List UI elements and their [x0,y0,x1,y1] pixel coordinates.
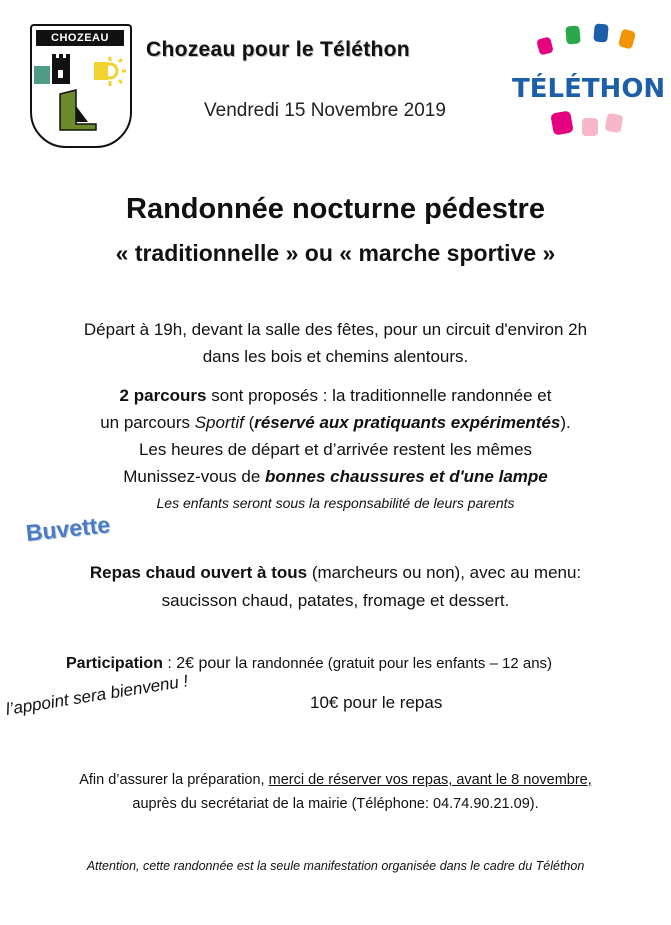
telethon-logo [508,20,666,150]
intro-line-2: dans les bois et chemins alentours. [202,347,469,366]
sub-title: « traditionnelle » ou « marche sportive » [115,240,556,266]
parcours-line-2-c: ). [560,413,571,432]
reservation-deadline: merci de réserver vos repas, avant le 8 novembre, [268,772,592,788]
buvette-label: Buvette [24,511,112,546]
appoint-note: l’appoint sera bienvenu ! [4,671,190,719]
organisation-title: Chozeau pour le Téléthon [146,38,410,61]
repas-line-text: (marcheurs ou non), avec au menu: [307,563,582,582]
participation-label: Participation [66,655,163,672]
children-note: Les enfants seront sous la responsabilité de leurs parents [156,495,515,511]
footer-note: Attention, cette randonnée est la seule manifestation organisée dans le cadre du Téléthon [86,859,585,873]
parcours-line-2 [0,413,671,433]
repas-line [0,563,671,583]
intro-line-1: Départ à 19h, devant la salle des fêtes, pour un circuit d'environ 2h [83,320,588,339]
parcours-line-1 [0,386,671,406]
parcours-line-2-a: un parcours [100,413,195,432]
menu-line: saucisson chaud, patates, fromage et dessert. [161,591,510,610]
reservation-intro: Afin d’assurer la préparation, [79,772,269,788]
crest-banner: CHOZEAU [36,30,124,46]
participation-price-rando: : 2€ pour la [162,655,252,672]
parcours-line-4-a: Munissez-vous de [123,467,265,486]
participation-repas: 10€ pour le repas [310,693,443,712]
participation-line [66,655,552,673]
event-date: Vendredi 15 Novembre 2019 [204,100,446,121]
reservation-line-2: auprès du secrétariat de la mairie (Téléphone: 04.74.90.21.09). [132,796,539,812]
parcours-reserved-note: réservé aux pratiquants expérimentés [254,413,561,432]
crest-emblem-icon [32,26,130,146]
telethon-wordmark: TÉLÉTHON [512,74,666,104]
reservation-line-1 [0,772,671,788]
parcours-line-3: Les heures de départ et d’arrivée restent les mêmes [138,440,533,459]
parcours-count: 2 parcours [119,386,207,405]
chozeau-crest-logo [30,24,132,148]
parcours-line-2-b: ( [243,413,255,432]
parcours-line-1-text: sont proposés : la traditionnelle randonnée et [206,386,552,405]
participation-rando-detail: randonnée (gratuit pour les enfants – 12 ans) [251,655,553,672]
parcours-line-4 [0,467,671,487]
parcours-sportif: Sportif [194,413,244,432]
equipment-note: bonnes chaussures et d'une lampe [265,467,548,486]
main-title: Randonnée nocturne pédestre [126,193,545,225]
repas-title: Repas chaud ouvert à tous [89,563,308,582]
